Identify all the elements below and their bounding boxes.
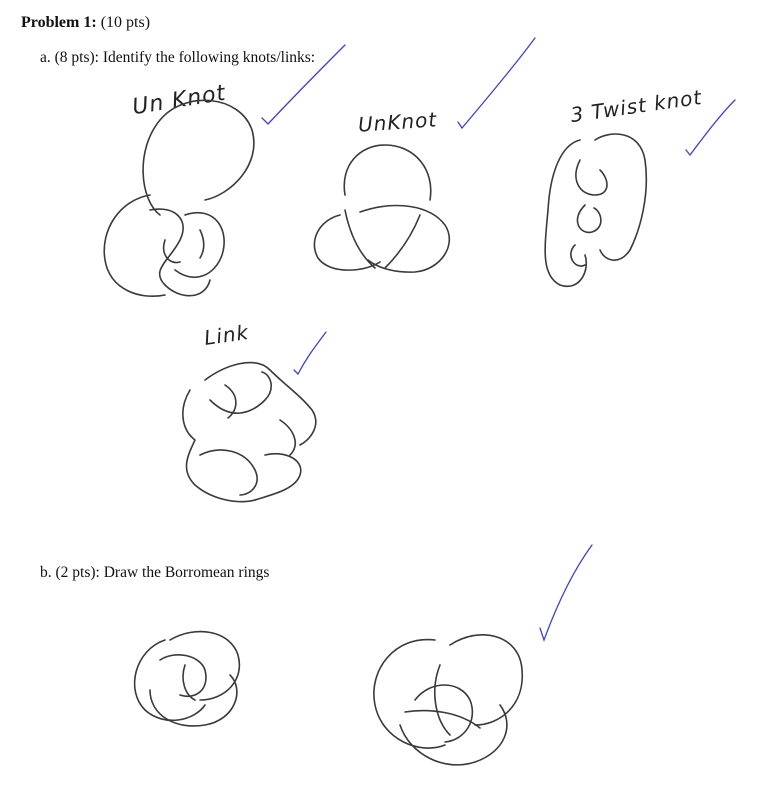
- check-mark-icon: [540, 545, 592, 640]
- link-drawing: [183, 363, 316, 502]
- check-marks: [262, 38, 735, 640]
- borromean-drawing-large: [374, 635, 522, 765]
- answer-label-4: Link: [202, 319, 251, 351]
- answer-label-2: UnKnot: [357, 107, 438, 137]
- problem-title: Problem 1:: [21, 14, 97, 31]
- knot-drawing-1: [104, 100, 254, 296]
- check-mark-icon: [686, 100, 735, 155]
- answer-label-1: Un Knot: [130, 80, 228, 121]
- check-mark-icon: [262, 45, 345, 124]
- knot-drawing-3: [545, 134, 646, 286]
- borromean-drawing-small: [135, 632, 240, 726]
- check-mark-icon: [458, 38, 535, 128]
- problem-points: (10 pts): [100, 14, 151, 31]
- part-a-prompt: a. (8 pts): Identify the following knots/links:: [40, 49, 316, 66]
- part-b-prompt: b. (2 pts): Draw the Borromean rings: [40, 564, 270, 581]
- check-mark-icon: [294, 332, 326, 374]
- knot-drawing-2: [314, 145, 449, 272]
- answer-label-3: 3 Twist knot: [568, 84, 704, 128]
